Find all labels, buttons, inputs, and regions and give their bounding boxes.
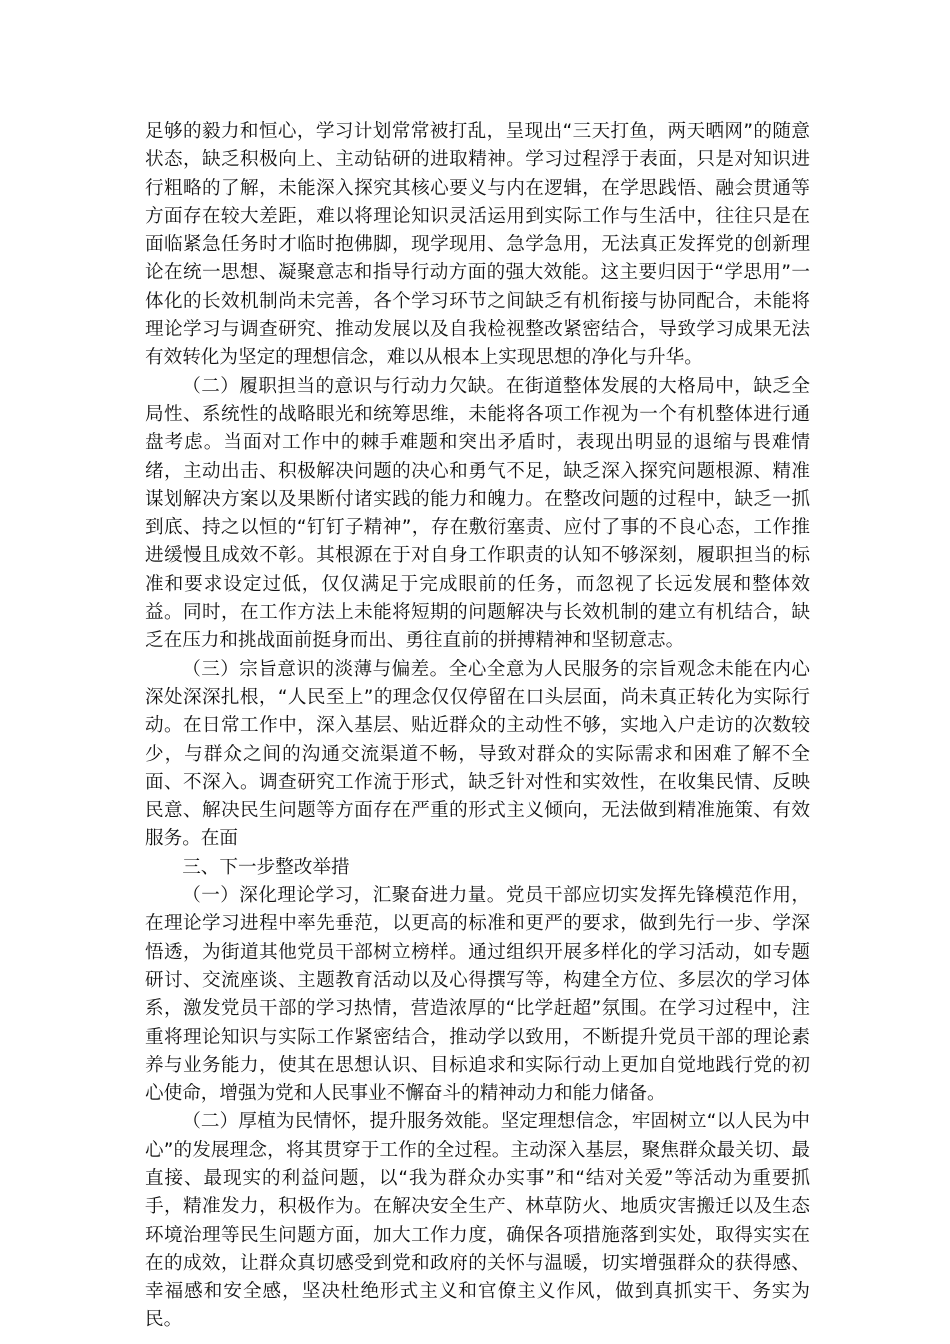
paragraph-continued-study: 足够的毅力和恒心，学习计划常常被打乱，呈现出“三天打鱼，两天晒网”的随意状态，缺乏积极向上、主动钻研的进取精神。学习过程浮于表面，只是对知识进行粗略的了解，未能深入探究其核心要义与内在逻辑，在学思践悟、融会贯通等方面存在较大差距，难以将理论知识灵活运用到实际工作与生活中，往往只是在面临紧急任务时才临时抱佛脚，现学现用、急学急用，无法真正发挥党的创新理论在统一思想、凝聚意志和指导行动方面的强大效能。这主要归因于“学思用”一体化的长效机制尚未完善，各个学习环节之间缺乏有机衔接与协同配合，未能将理论学习与调查研究、推动发展以及自我检视整改紧密结合，导致学习成果无法有效转化为坚定的理想信念，难以从根本上实现思想的净化与升华。 — [145, 121, 810, 369]
section-heading-next-steps: 三、下一步整改举措 — [182, 856, 350, 878]
paragraph-duty-responsibility: （二）履职担当的意识与行动力欠缺。在街道整体发展的大格局中，缺乏全局性、系统性的战略眼光和统筹思维，未能将各项工作视为一个有机整体进行通盘考虑。当面对工作中的棘手难题和突出矛盾时，表现出明显的退缩与畏难情绪，主动出击、积极解决问题的决心和勇气不足，缺乏深入探究问题根源、精准谋划解决方案以及果断付诸实践的能力和魄力。在整改问题的过程中，缺乏一抓到底、持之以恒的“钉钉子精神”，存在敷衍塞责、应付了事的不良心态，工作推进缓慢且成效不彰。其根源在于对自身工作职责的认知不够深刻，履职担当的标准和要求设定过低，仅仅满足于完成眼前的任务，而忽视了长远发展和整体效益。同时，在工作方法上未能将短期的问题解决与长效机制的建立有机结合，缺乏在压力和挑战面前挺身而出、勇往直前的拼搏精神和坚韧意志。 — [145, 375, 810, 652]
paragraph-serve-people: （二）厚植为民情怀，提升服务效能。坚定理想信念，牢固树立“以人民为中心”的发展理念，将其贯穿于工作的全过程。主动深入基层，聚焦群众最关切、最直接、最现实的利益问题，以“我为群众办实事”和“结对关爱”等活动为重要抓手，精准发力，积极作为。在解决安全生产、林草防火、地质灾害搬迁以及生态环境治理等民生问题方面，加大工作力度，确保各项措施落到实处，取得实实在在的成效，让群众真切感受到党和政府的关怀与温暖，切实增强群众的获得感、幸福感和安全感，坚决杜绝形式主义和官僚主义作风，做到真抓实干、务实为民。 — [145, 1111, 810, 1331]
document-page — [145, 118, 810, 1335]
paragraph-deepen-theory: （一）深化理论学习，汇聚奋进力量。党员干部应切实发挥先锋模范作用，在理论学习进程中率先垂范，以更高的标准和更严的要求，做到先行一步、学深悟透，为街道其他党员干部树立榜样。通过组织开展多样化的学习活动，如专题研讨、交流座谈、主题教育活动以及心得撰写等，构建全方位、多层次的学习体系，激发党员干部的学习热情，营造浓厚的“比学赶超”氛围。在学习过程中，注重将理论知识与实际工作紧密结合，推动学以致用，不断提升党员干部的理论素养与业务能力，使其在思想认识、目标追求和实际行动上更加自觉地践行党的初心使命，增强为党和人民事业不懈奋斗的精神动力和能力储备。 — [145, 885, 810, 1105]
paragraph-purpose-awareness: （三）宗旨意识的淡薄与偏差。全心全意为人民服务的宗旨观念未能在内心深处深深扎根，“人民至上”的理念仅仅停留在口头层面，尚未真正转化为实际行动。在日常工作中，深入基层、贴近群众的主动性不够，实地入户走访的次数较少，与群众之间的沟通交流渠道不畅，导致对群众的实际需求和困难了解不全面、不深入。调查研究工作流于形式，缺乏针对性和实效性，在收集民情、反映民意、解决民生问题等方面存在严重的形式主义倾向，无法做到精准施策、有效服务。在面 — [145, 658, 810, 850]
